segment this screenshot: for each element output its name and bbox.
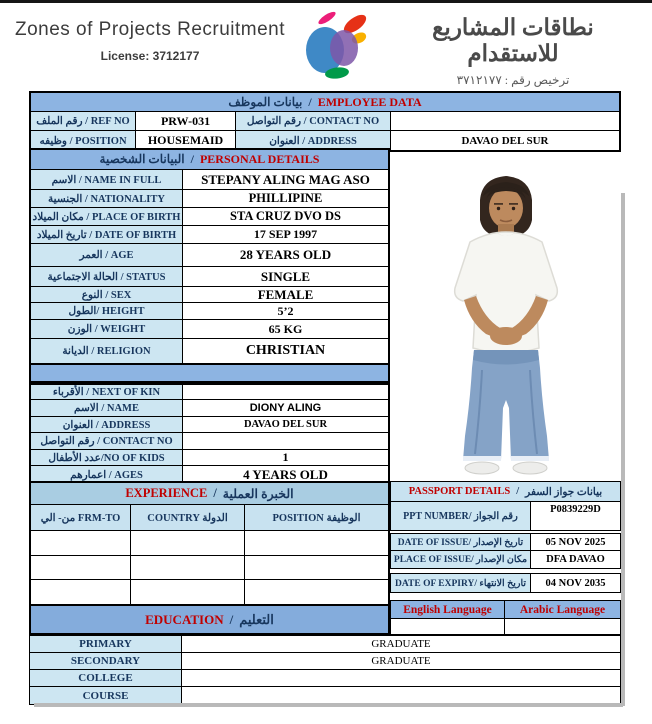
kids-ages-value: 4 YEARS OLD — [183, 466, 388, 483]
place-of-birth-label — [31, 208, 183, 226]
date-of-issue-row — [391, 534, 620, 551]
experience-3-frm-to — [31, 580, 131, 604]
nok-address-row — [31, 417, 388, 433]
agency-header-english — [14, 19, 286, 63]
age-label-text: العمر / AGE — [79, 250, 134, 261]
place-of-issue-label — [391, 551, 531, 568]
passport-issue-table — [390, 533, 621, 569]
date-of-expiry-label — [391, 574, 531, 592]
no-of-kids-row — [31, 450, 388, 466]
agency-header-arabic — [388, 15, 638, 88]
agency-license-english: License: 3712177 — [100, 49, 200, 63]
ref-no-label-text: رقم الملف / REF NO — [36, 116, 130, 127]
religion-label-text: الديانة / RELIGION — [62, 346, 151, 357]
experience-2-position — [245, 556, 388, 580]
ppt-number-label — [391, 502, 531, 530]
sex-label-text: النوع / SEX — [81, 289, 132, 301]
arabic-language-value — [505, 619, 620, 634]
place-of-issue-row — [391, 551, 620, 568]
separator: / — [213, 486, 217, 500]
experience-3-position — [245, 580, 388, 604]
employee-data-table — [29, 91, 621, 152]
religion-value: CHRISTIAN — [183, 339, 388, 363]
date-of-birth-label-text: تاريخ الميلاد / DATE OF BIRTH — [36, 229, 177, 241]
experience-3-country — [131, 580, 245, 604]
nok-address-label-text: العنوان / ADDRESS — [62, 419, 151, 431]
height-value: 5’2 — [183, 303, 388, 320]
sheet-shadow-bottom — [34, 703, 623, 707]
age-value: 28 YEARS OLD — [183, 244, 388, 267]
separator: / — [516, 486, 520, 497]
agency-name-english: Zones of Projects Recruitment — [14, 19, 286, 40]
sheet-shadow-right — [621, 193, 625, 706]
weight-label-text: الوزن / WEIGHT — [67, 324, 146, 335]
primary-label: PRIMARY — [30, 636, 182, 653]
contact-no-value — [391, 112, 619, 131]
ref-no-value: PRW-031 — [136, 112, 236, 131]
passport-title-arabic: بيانات جواز السفر — [525, 486, 603, 498]
section-separator-band — [29, 363, 390, 383]
nok-name-row — [31, 400, 388, 417]
experience-column-headers — [31, 505, 388, 531]
name-in-full-label-text: الاسم / NAME IN FULL — [51, 174, 162, 186]
language-header-row — [391, 601, 620, 619]
position-value: HOUSEMAID — [136, 131, 236, 150]
next-of-kin-label-text: الأقرباء / NEXT OF KIN — [52, 387, 161, 398]
weight-value: 65 KG — [183, 320, 388, 339]
passport-title-english: PASSPORT DETAILS — [408, 486, 511, 497]
weight-label — [31, 320, 183, 339]
name-in-full-value: STEPANY ALING MAG ASO — [183, 170, 388, 190]
next-of-kin-row — [31, 385, 388, 400]
kids-ages-label-text: اعمارهم / AGES — [70, 469, 143, 481]
experience-1-frm-to — [31, 531, 131, 556]
religion-label — [31, 339, 183, 363]
country-column-header: COUNTRY الدولة — [131, 505, 245, 531]
english-language-header — [391, 601, 505, 619]
course-value — [182, 687, 620, 704]
ref-no-label — [31, 112, 136, 131]
separator: / — [190, 152, 194, 166]
next-of-kin-value — [183, 385, 388, 400]
position-column-header: POSITION الوظيفة — [245, 505, 388, 531]
experience-title-english: EXPERIENCE — [125, 486, 208, 500]
nok-name-value: DIONY ALING — [183, 400, 388, 417]
date-of-issue-value: 05 NOV 2025 — [531, 534, 620, 551]
experience-header — [31, 483, 388, 505]
college-label: COLLEGE — [30, 670, 182, 687]
experience-row-1 — [31, 531, 388, 556]
education-title-english: EDUCATION — [145, 611, 224, 627]
nok-contact-row — [31, 433, 388, 450]
personal-details-title-english: PERSONAL DETAILS — [199, 152, 320, 166]
primary-row — [30, 636, 620, 653]
experience-2-country — [131, 556, 245, 580]
nationality-label — [31, 190, 183, 208]
primary-value: GRADUATE — [182, 636, 620, 653]
language-table — [390, 600, 621, 635]
ref-contact-row — [31, 112, 619, 131]
no-of-kids-label — [31, 450, 183, 466]
date-of-birth-row — [31, 226, 388, 244]
secondary-label: SECONDARY — [30, 653, 182, 670]
arabic-language-header-text: Arabic Language — [519, 603, 606, 616]
date-of-issue-label — [391, 534, 531, 551]
date-of-expiry-row — [391, 574, 620, 592]
experience-1-country — [131, 531, 245, 556]
secondary-row — [30, 653, 620, 670]
course-label: COURSE — [30, 687, 182, 704]
personal-details-title-arabic: البيانات الشخصية — [99, 152, 185, 166]
employee-photo — [420, 170, 590, 482]
sex-row — [31, 287, 388, 303]
address-value: DAVAO DEL SUR — [391, 131, 619, 150]
height-label — [31, 303, 183, 320]
sex-label — [31, 287, 183, 303]
address-label-text: العنوان / ADDRESS — [269, 135, 357, 147]
no-of-kids-value: 1 — [183, 450, 388, 466]
height-label-text: الطول/ HEIGHT — [68, 306, 145, 317]
course-row — [30, 687, 620, 704]
ppt-number-label-text: PPT NUMBER/ رقم الجواز — [403, 510, 518, 522]
age-label — [31, 244, 183, 267]
frm-to-column-header: من- الي FRM-TO — [31, 505, 131, 531]
status-value: SINGLE — [183, 267, 388, 287]
date-of-birth-value: 17 SEP 1997 — [183, 226, 388, 244]
personal-details-table — [29, 148, 390, 365]
place-of-issue-label-text: PLACE OF ISSUE/ مكان الإصدار — [393, 555, 528, 565]
language-values-row — [391, 619, 620, 634]
passport-details-table — [390, 481, 621, 531]
agency-logo — [297, 8, 373, 87]
agency-name-arabic: نطاقات المشاريع للاستقدام — [432, 15, 594, 66]
education-table — [29, 635, 621, 705]
nok-address-label — [31, 417, 183, 433]
nok-contact-value — [183, 433, 388, 450]
nationality-row — [31, 190, 388, 208]
nok-contact-label — [31, 433, 183, 450]
globe-logo-icon — [297, 8, 373, 82]
education-title-arabic: التعليم — [239, 611, 274, 627]
contact-no-label — [236, 112, 391, 131]
nok-name-label — [31, 400, 183, 417]
secondary-value: GRADUATE — [182, 653, 620, 670]
weight-row — [31, 320, 388, 339]
status-row — [31, 267, 388, 287]
age-row — [31, 244, 388, 267]
arabic-language-header — [505, 601, 620, 619]
place-of-issue-value: DFA DAVAO — [531, 551, 620, 568]
sex-value: FEMALE — [183, 287, 388, 303]
date-of-issue-label-text: DATE OF ISSUE/ تاريخ الإصدار — [397, 537, 524, 548]
experience-2-frm-to — [31, 556, 131, 580]
agency-license-arabic: ترخيص رقم : ٣٧١٢١٧٧ — [456, 73, 570, 87]
english-language-header-text: English Language — [403, 603, 492, 616]
ppt-number-row — [391, 502, 620, 530]
no-of-kids-label-text: عدد الأطفال/NO OF KIDS — [48, 452, 165, 464]
experience-title-arabic: الخبرة العملية — [222, 486, 294, 501]
education-header-band — [29, 604, 390, 635]
nok-name-label-text: الاسم / NAME — [74, 403, 139, 414]
applicant-figure-illustration — [420, 170, 590, 482]
passport-details-header — [391, 482, 620, 502]
education-header — [31, 606, 388, 633]
contact-no-label-text: رقم التواصل / CONTACT NO — [246, 116, 380, 127]
place-of-birth-row — [31, 208, 388, 226]
experience-row-2 — [31, 556, 388, 580]
date-of-expiry-label-text: DATE OF EXPIRY/ تاريخ الانتهاء — [395, 578, 526, 589]
nok-address-value: DAVAO DEL SUR — [183, 417, 388, 433]
religion-row — [31, 339, 388, 363]
next-of-kin-table — [29, 383, 390, 485]
date-of-expiry-value: 04 NOV 2035 — [531, 574, 620, 592]
nationality-label-text: الجنسية / NATIONALITY — [48, 193, 165, 205]
college-value — [182, 670, 620, 687]
height-row — [31, 303, 388, 320]
passport-expiry-table — [390, 573, 621, 593]
experience-1-position — [245, 531, 388, 556]
place-of-birth-value: STA CRUZ DVO DS — [183, 208, 388, 226]
english-language-value — [391, 619, 505, 634]
college-row — [30, 670, 620, 687]
place-of-birth-label-text: مكان الميلاد / PLACE OF BIRTH — [32, 211, 181, 223]
separator: / — [308, 94, 312, 109]
status-label — [31, 267, 183, 287]
name-in-full-label — [31, 170, 183, 190]
name-row — [31, 170, 388, 190]
date-of-birth-label — [31, 226, 183, 244]
experience-table — [29, 481, 390, 606]
employee-data-title-arabic: بيانات الموظف — [228, 94, 303, 109]
separator: / — [229, 611, 234, 627]
personal-details-header — [31, 150, 388, 170]
experience-row-3 — [31, 580, 388, 604]
next-of-kin-label — [31, 385, 183, 400]
ppt-number-value: P0839229D — [531, 502, 620, 530]
nationality-value: PHILLIPINE — [183, 190, 388, 208]
employee-data-title-english: EMPLOYEE DATA — [317, 94, 422, 109]
employee-data-header — [31, 93, 619, 112]
position-label-text: وظيفه / POSITION — [39, 135, 127, 147]
status-label-text: الحالة الاجتماعية / STATUS — [47, 271, 166, 283]
nok-contact-label-text: رقم التواصل / CONTACT NO — [40, 436, 173, 447]
